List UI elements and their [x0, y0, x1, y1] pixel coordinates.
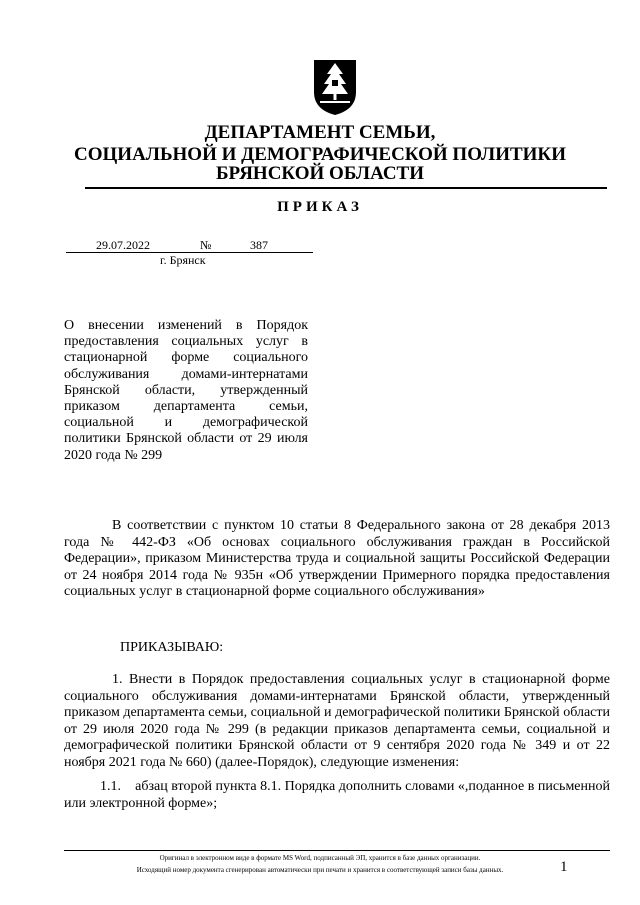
- coat-of-arms-emblem: [312, 56, 358, 116]
- department-title-line-3: БРЯНСКОЙ ОБЛАСТИ: [215, 163, 425, 184]
- order-title: ПРИКАЗ: [277, 199, 363, 215]
- preamble-paragraph: В соответствии с пунктом 10 статьи 8 Федерального закона от 28 декабря 2013 года № 442-ФЗ «Об основах социального обслуживания граждан в Российской Федерации», приказом Министерства труда и социальной защиты Российской Федерации от 24 ноября 2014 года № 935н «Об утверждении Примерного порядка предоставления социальных услуг в стационарной форме социального обслуживания»: [64, 518, 610, 600]
- footer-note-2: Исходящий номер документа сгенерирован автоматически при печати и хранится в соответствующей записи базы данных.: [136, 866, 504, 874]
- number-label: №: [200, 238, 212, 252]
- item-1-paragraph: 1. Внести в Порядок предоставления социальных услуг в стационарной форме социального обслуживания домами-интернатами Брянской области, утвержденный приказом департамента семьи, социальной и демографической политики Брянской области от 29 июля 2020 года № 299 (в редакции приказов департамента семьи, социальной и демографической политики Брянской области от 9 сентября 2020 года № 349 и от 22 ноября 2021 года № 660) (далее-Порядок), следующие изменения:: [64, 672, 610, 770]
- page-number: 1: [560, 859, 568, 875]
- header-divider: [85, 187, 607, 189]
- order-number: 387: [250, 238, 268, 252]
- footer-note-1: Оригинал в электронном виде в формате MS Word, подписанный ЭП, хранится в базе данных организации.: [159, 854, 481, 862]
- order-subject: О внесении изменений в Порядок предоставления социальных услуг в стационарной форме социального обслуживания домами-интернатами Брянской области, утвержденный приказом департамента семьи, социальной и демографической политики Брянской области от 29 июля 2020 года № 299: [64, 318, 308, 463]
- footer-divider: [64, 850, 610, 851]
- city: г. Брянск: [160, 253, 206, 267]
- department-title-line-1: ДЕПАРТАМЕНТ СЕМЬИ,: [204, 122, 436, 143]
- date-number-line: [66, 238, 313, 253]
- order-date: 29.07.2022: [96, 238, 150, 252]
- department-title-line-2: СОЦИАЛЬНОЙ И ДЕМОГРАФИЧЕСКОЙ ПОЛИТИКИ: [74, 144, 566, 165]
- prikazyvayu-heading: ПРИКАЗЫВАЮ:: [120, 640, 224, 655]
- item-1-1-paragraph: 1.1. абзац второй пункта 8.1. Порядка дополнить словами «,поданное в письменной или электронной форме»;: [64, 779, 614, 811]
